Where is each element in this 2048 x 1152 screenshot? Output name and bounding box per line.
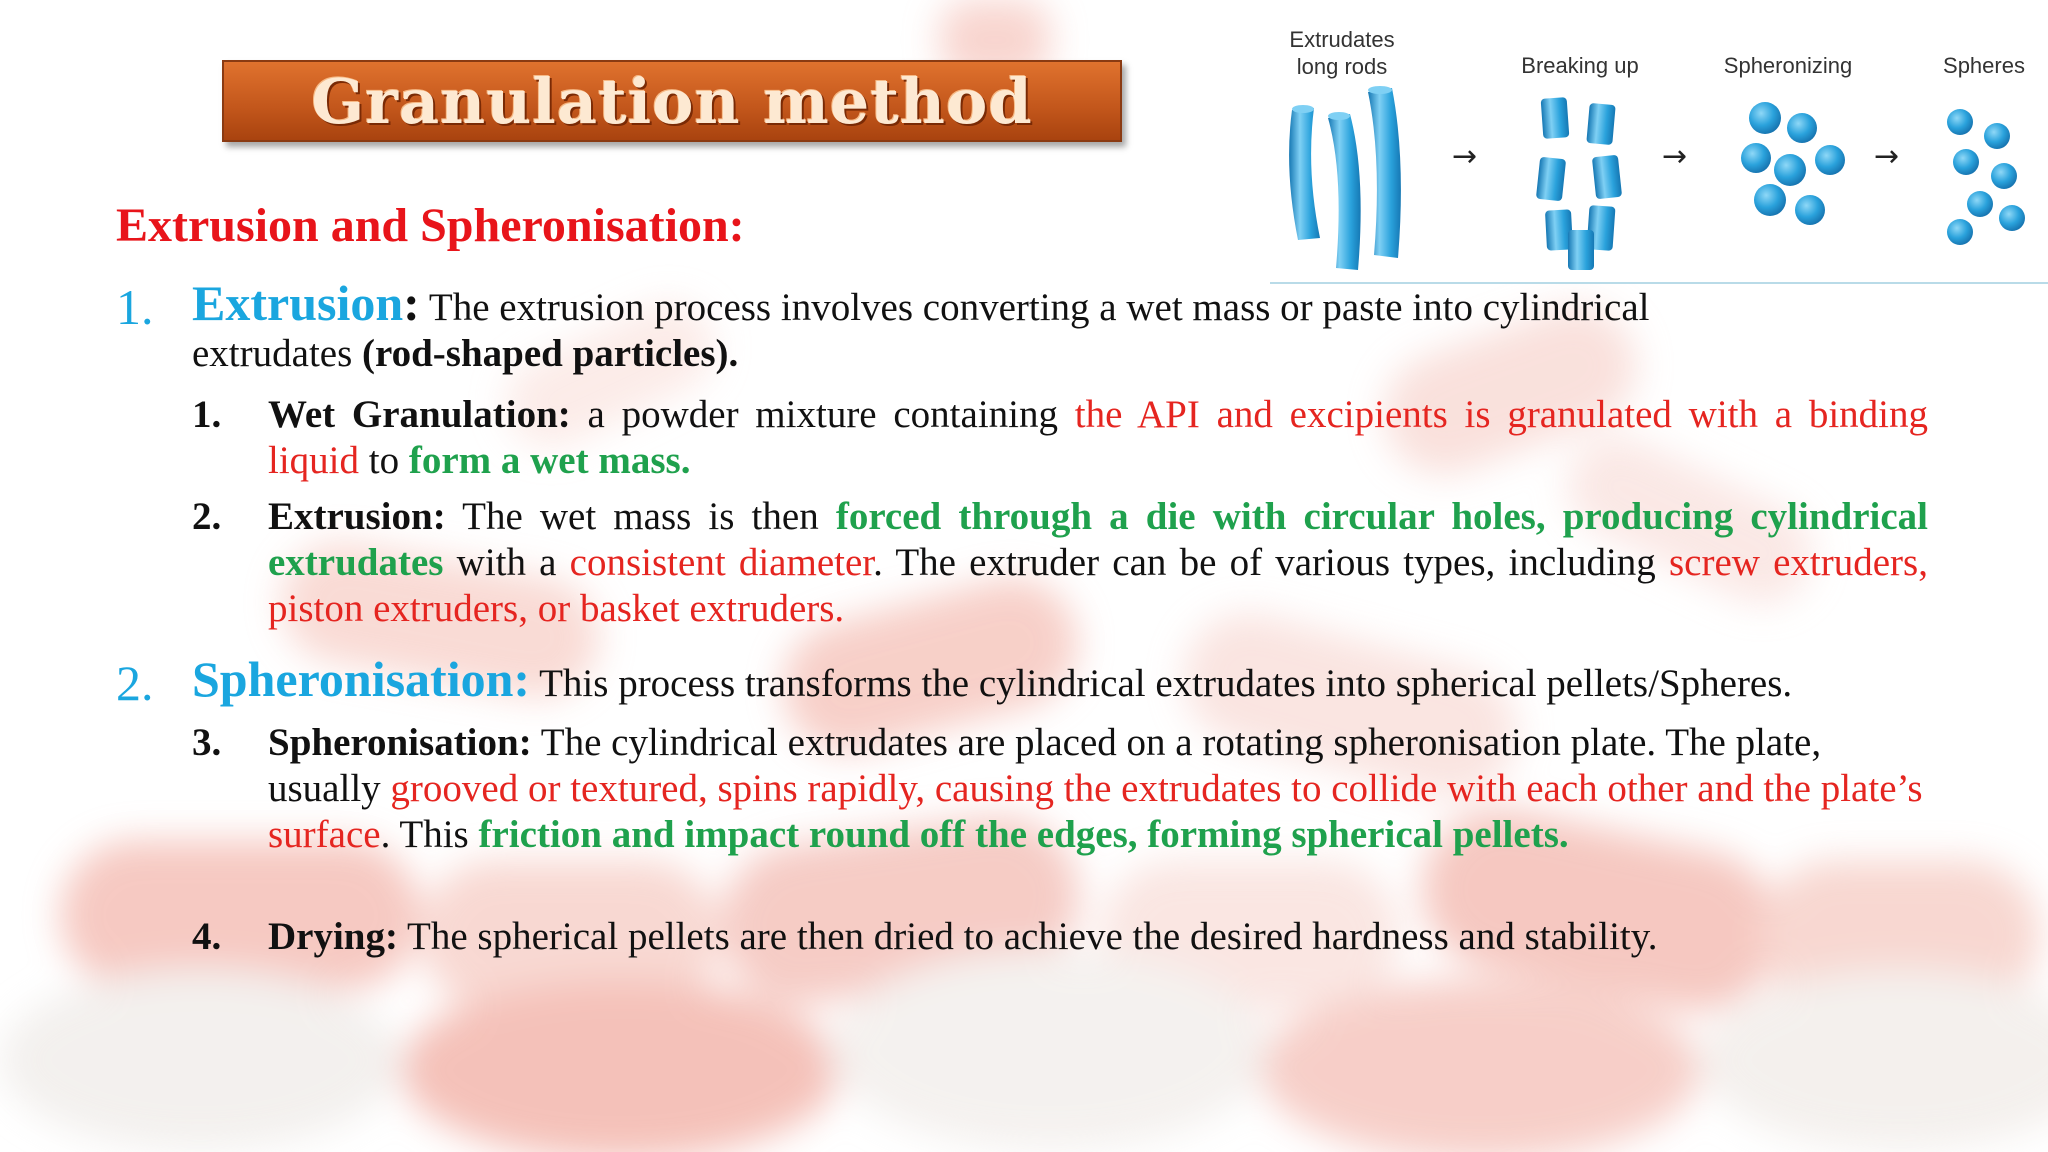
section-extrusion	[192, 275, 1792, 377]
arrow-icon: →	[1662, 139, 1688, 174]
item-wet-granulation	[268, 392, 1928, 484]
section-spheronisation	[192, 651, 1992, 707]
item-number: 1.	[192, 393, 222, 436]
section-title: Spheronisation:	[192, 651, 531, 707]
item-red-text: the API and excipients is granulated with a binding liquid	[268, 393, 1928, 482]
item-label: Drying:	[268, 915, 398, 958]
item-label: Wet Granulation:	[268, 393, 571, 436]
item-number: 4.	[192, 915, 222, 958]
broken-rod-pieces-icon	[1536, 97, 1622, 270]
arrow-icon: →	[1452, 139, 1478, 174]
item-green-text: friction and impact round off the edges, forming spherical pellets.	[478, 813, 1569, 856]
spheronizing-pellets-icon	[1741, 102, 1845, 225]
item-text: to	[359, 439, 409, 482]
item-label: Spheronisation:	[268, 721, 532, 764]
diagram-label-spheres: Spheres	[1943, 53, 2025, 78]
item-number: 3.	[192, 721, 222, 764]
item-text: The cylindrical extrudates are placed on a rotating spheronisation plate. The plate, usually	[268, 721, 1822, 810]
arrow-icon: →	[1874, 139, 1900, 174]
diagram-label-spheronizing: Spheronizing	[1723, 53, 1853, 78]
item-text: . The extruder can be of various types, including	[873, 541, 1669, 584]
item-text: The wet mass is then	[445, 495, 836, 538]
diagram-drawing	[1270, 0, 2048, 282]
item-text: a powder mixture containing	[570, 393, 1075, 436]
item-red-text: grooved or textured, spins rapidly, causing the extrudates to collide with each other and the plate’s surface	[268, 767, 1923, 856]
long-rods-icon	[1289, 86, 1401, 270]
item-red-text: consistent diameter	[569, 541, 874, 584]
item-number: 2.	[192, 495, 222, 538]
section-number: 1.	[116, 279, 154, 335]
slide-title: Granulation method	[311, 64, 1033, 138]
item-red-text: screw extruders, piston extruders, or basket extruders.	[268, 541, 1928, 630]
item-text: . This	[380, 813, 479, 856]
section-title: Extrusion	[192, 275, 404, 331]
final-spheres-icon	[1947, 109, 2025, 245]
section-bold-text: (rod-shaped particles).	[362, 332, 739, 375]
item-spheronisation	[268, 720, 1928, 858]
section-colon: :	[403, 275, 420, 331]
item-text: with a	[443, 541, 570, 584]
section-text: The extrusion process involves converting a wet mass or paste into cylindrical extrudates	[192, 286, 1650, 375]
section-number: 2.	[116, 655, 154, 711]
diagram-label-breaking-up: Breaking up	[1521, 53, 1639, 78]
item-extrusion	[268, 494, 1928, 632]
extrusion-process-diagram	[1270, 0, 2048, 284]
section-text: This process transforms the cylindrical extrudates into spherical pellets/Spheres.	[530, 662, 1793, 705]
item-green-text: form a wet mass.	[408, 439, 691, 482]
diagram-label-extrudates: Extrudates long rods	[1289, 27, 1395, 79]
item-green-text: forced through a die with circular holes, producing cylindrical extrudates	[268, 495, 1928, 584]
item-drying	[268, 914, 1968, 960]
item-label: Extrusion:	[268, 495, 446, 538]
title-banner	[222, 60, 1122, 142]
item-text: The spherical pellets are then dried to achieve the desired hardness and stability.	[398, 915, 1658, 958]
section-heading: Extrusion and Spheronisation:	[116, 199, 745, 252]
